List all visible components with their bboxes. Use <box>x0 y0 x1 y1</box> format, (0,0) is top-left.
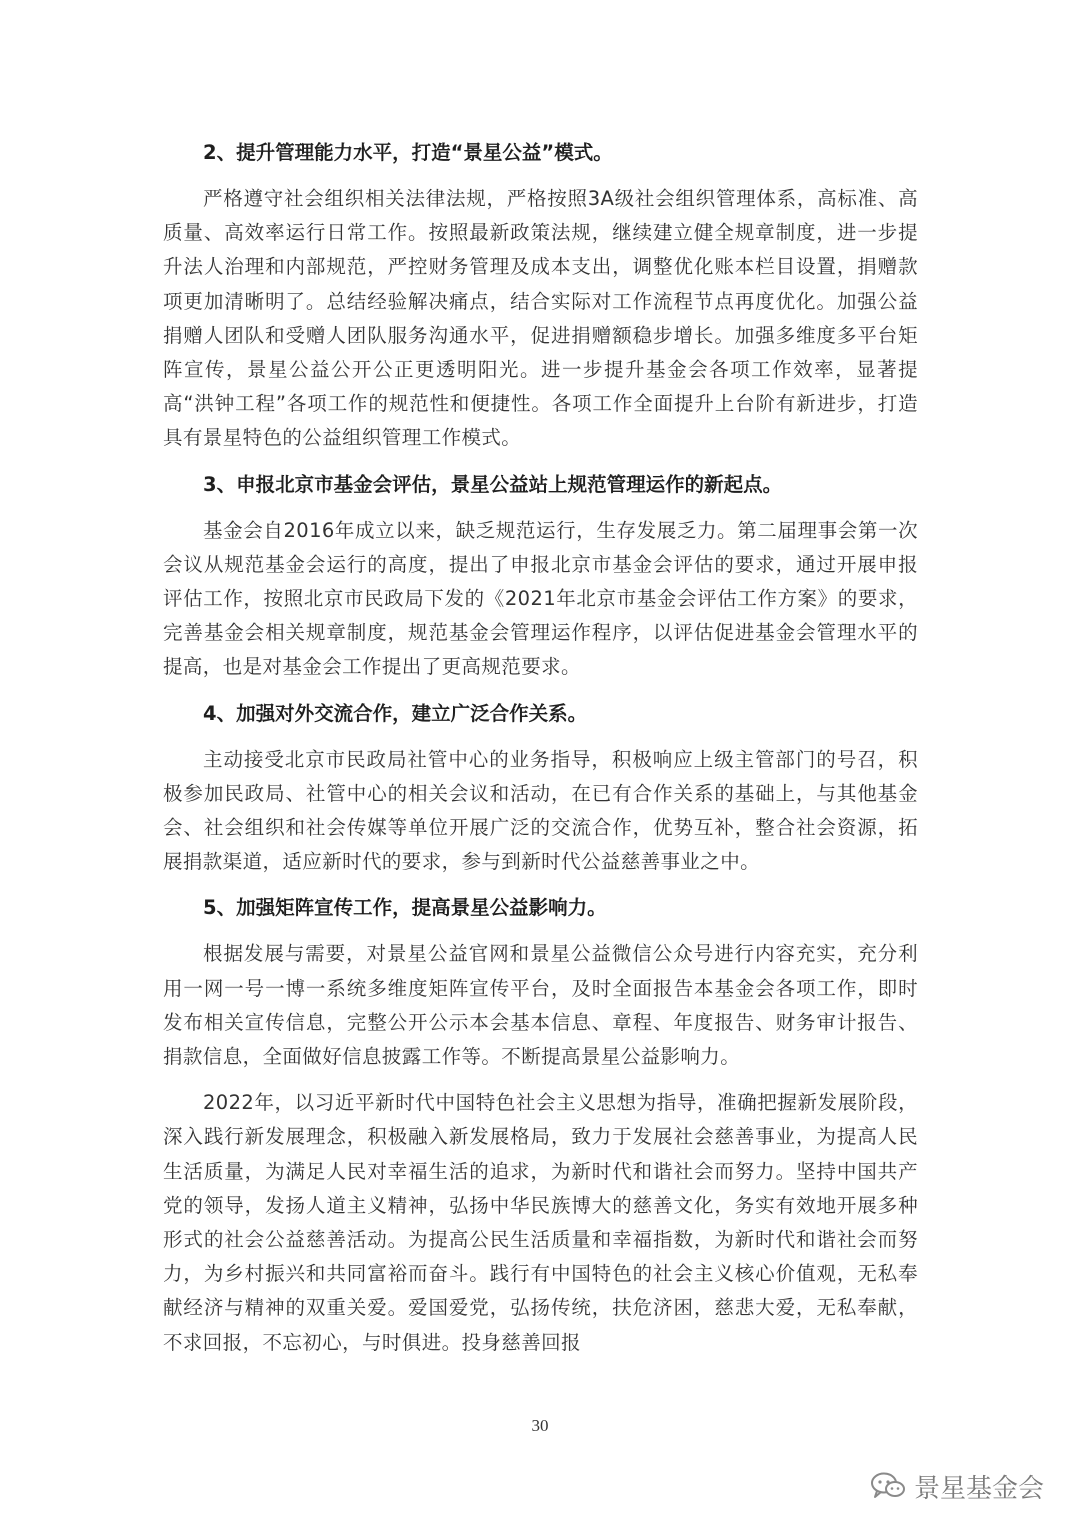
watermark-text: 景星基金会 <box>913 1473 1044 1504</box>
section-heading: 3、申报北京市基金会评估，景星公益站上规范管理运作的新起点。 <box>203 472 783 496</box>
section-heading: 4、加强对外交流合作，建立广泛合作关系。 <box>203 701 588 725</box>
page-number: 30 <box>531 1416 549 1435</box>
section-heading: 2、提升管理能力水平，打造“景星公益”模式。 <box>203 141 613 164</box>
section-paragraph: 基金会自2016年成立以来，缺乏规范运行，生存发展乏力。第二届理事会第一次会议从规范基金会运行的高度，提出了申报北京市基金会评估的要求，通过开展申报评估工作，按照北京市民政局下发的《2021年北京市基金会评估工作方案》的要求，完善基金会相关规章制度，规范基金会管理运作程序，以评估促进基金会管理水平的提高，也是对基金会工作提出了更高规范要求。 <box>163 518 918 679</box>
wechat-icon <box>870 1471 906 1501</box>
section-paragraph: 根据发展与需要，对景星公益官网和景星公益微信公众号进行内容充实，充分利用一网一号一博一系统多维度矩阵宣传平台，及时全面报告本基金会各项工作，即时发布相关宣传信息，完整公开公示本会基本信息、章程、年度报告、财务审计报告、捐款信息，全面做好信息披露工作等。不断提高景星公益影响力。 <box>163 942 918 1069</box>
closing-paragraph: 2022年，以习近平新时代中国特色社会主义思想为指导，准确把握新发展阶段，深入践行新发展理念，积极融入新发展格局，致力于发展社会慈善事业，为提高人民生活质量，为满足人民对幸福生活的追求，为新时代和谐社会而努力。坚持中国共产党的领导，发扬人道主义精神，弘扬中华民族博大的慈善文化，务实有效地开展多种形式的社会公益慈善活动。为提高公民生活质量和幸福指数，为新时代和谐社会而努力，为乡村振兴和共同富裕而奋斗。践行有中国特色的社会主义核心价值观，无私奉献经济与精神的双重关爱。爱国爱党，弘扬传统，扶危济困，慈悲大爱，无私奉献，不求回报，不忘初心，与时俱进。投身慈善回报 <box>163 1091 918 1354</box>
account-watermark <box>870 1466 1044 1506</box>
document-body <box>163 136 918 1372</box>
section-paragraph: 严格遵守社会组织相关法律法规，严格按照3A级社会组织管理体系，高标准、高质量、高效率运行日常工作。按照最新政策法规，继续建立健全规章制度，进一步提升法人治理和内部规范，严控财务管理及成本支出，调整优化账本栏目设置，捐赠款项更加清晰明了。总结经验解决痛点，结合实际对工作流程节点再度优化。加强公益捐赠人团队和受赠人团队服务沟通水平，促进捐赠额稳步增长。加强多维度多平台矩阵宣传，景星公益公开公正更透明阳光。进一步提升基金会各项工作效率，显著提高“洪钟工程”各项工作的规范性和便捷性。各项工作全面提升上台阶有新进步，打造具有景星特色的公益组织管理工作模式。 <box>163 187 918 450</box>
section-paragraph: 主动接受北京市民政局社管中心的业务指导，积极响应上级主管部门的号召，积极参加民政局、社管中心的相关会议和活动，在已有合作关系的基础上，与其他基金会、社会组织和社会传媒等单位开展广泛的交流合作，优势互补，整合社会资源，拓展捐款渠道，适应新时代的要求，参与到新时代公益慈善事业之中。 <box>163 747 918 874</box>
section-heading: 5、加强矩阵宣传工作，提高景星公益影响力。 <box>203 896 607 920</box>
